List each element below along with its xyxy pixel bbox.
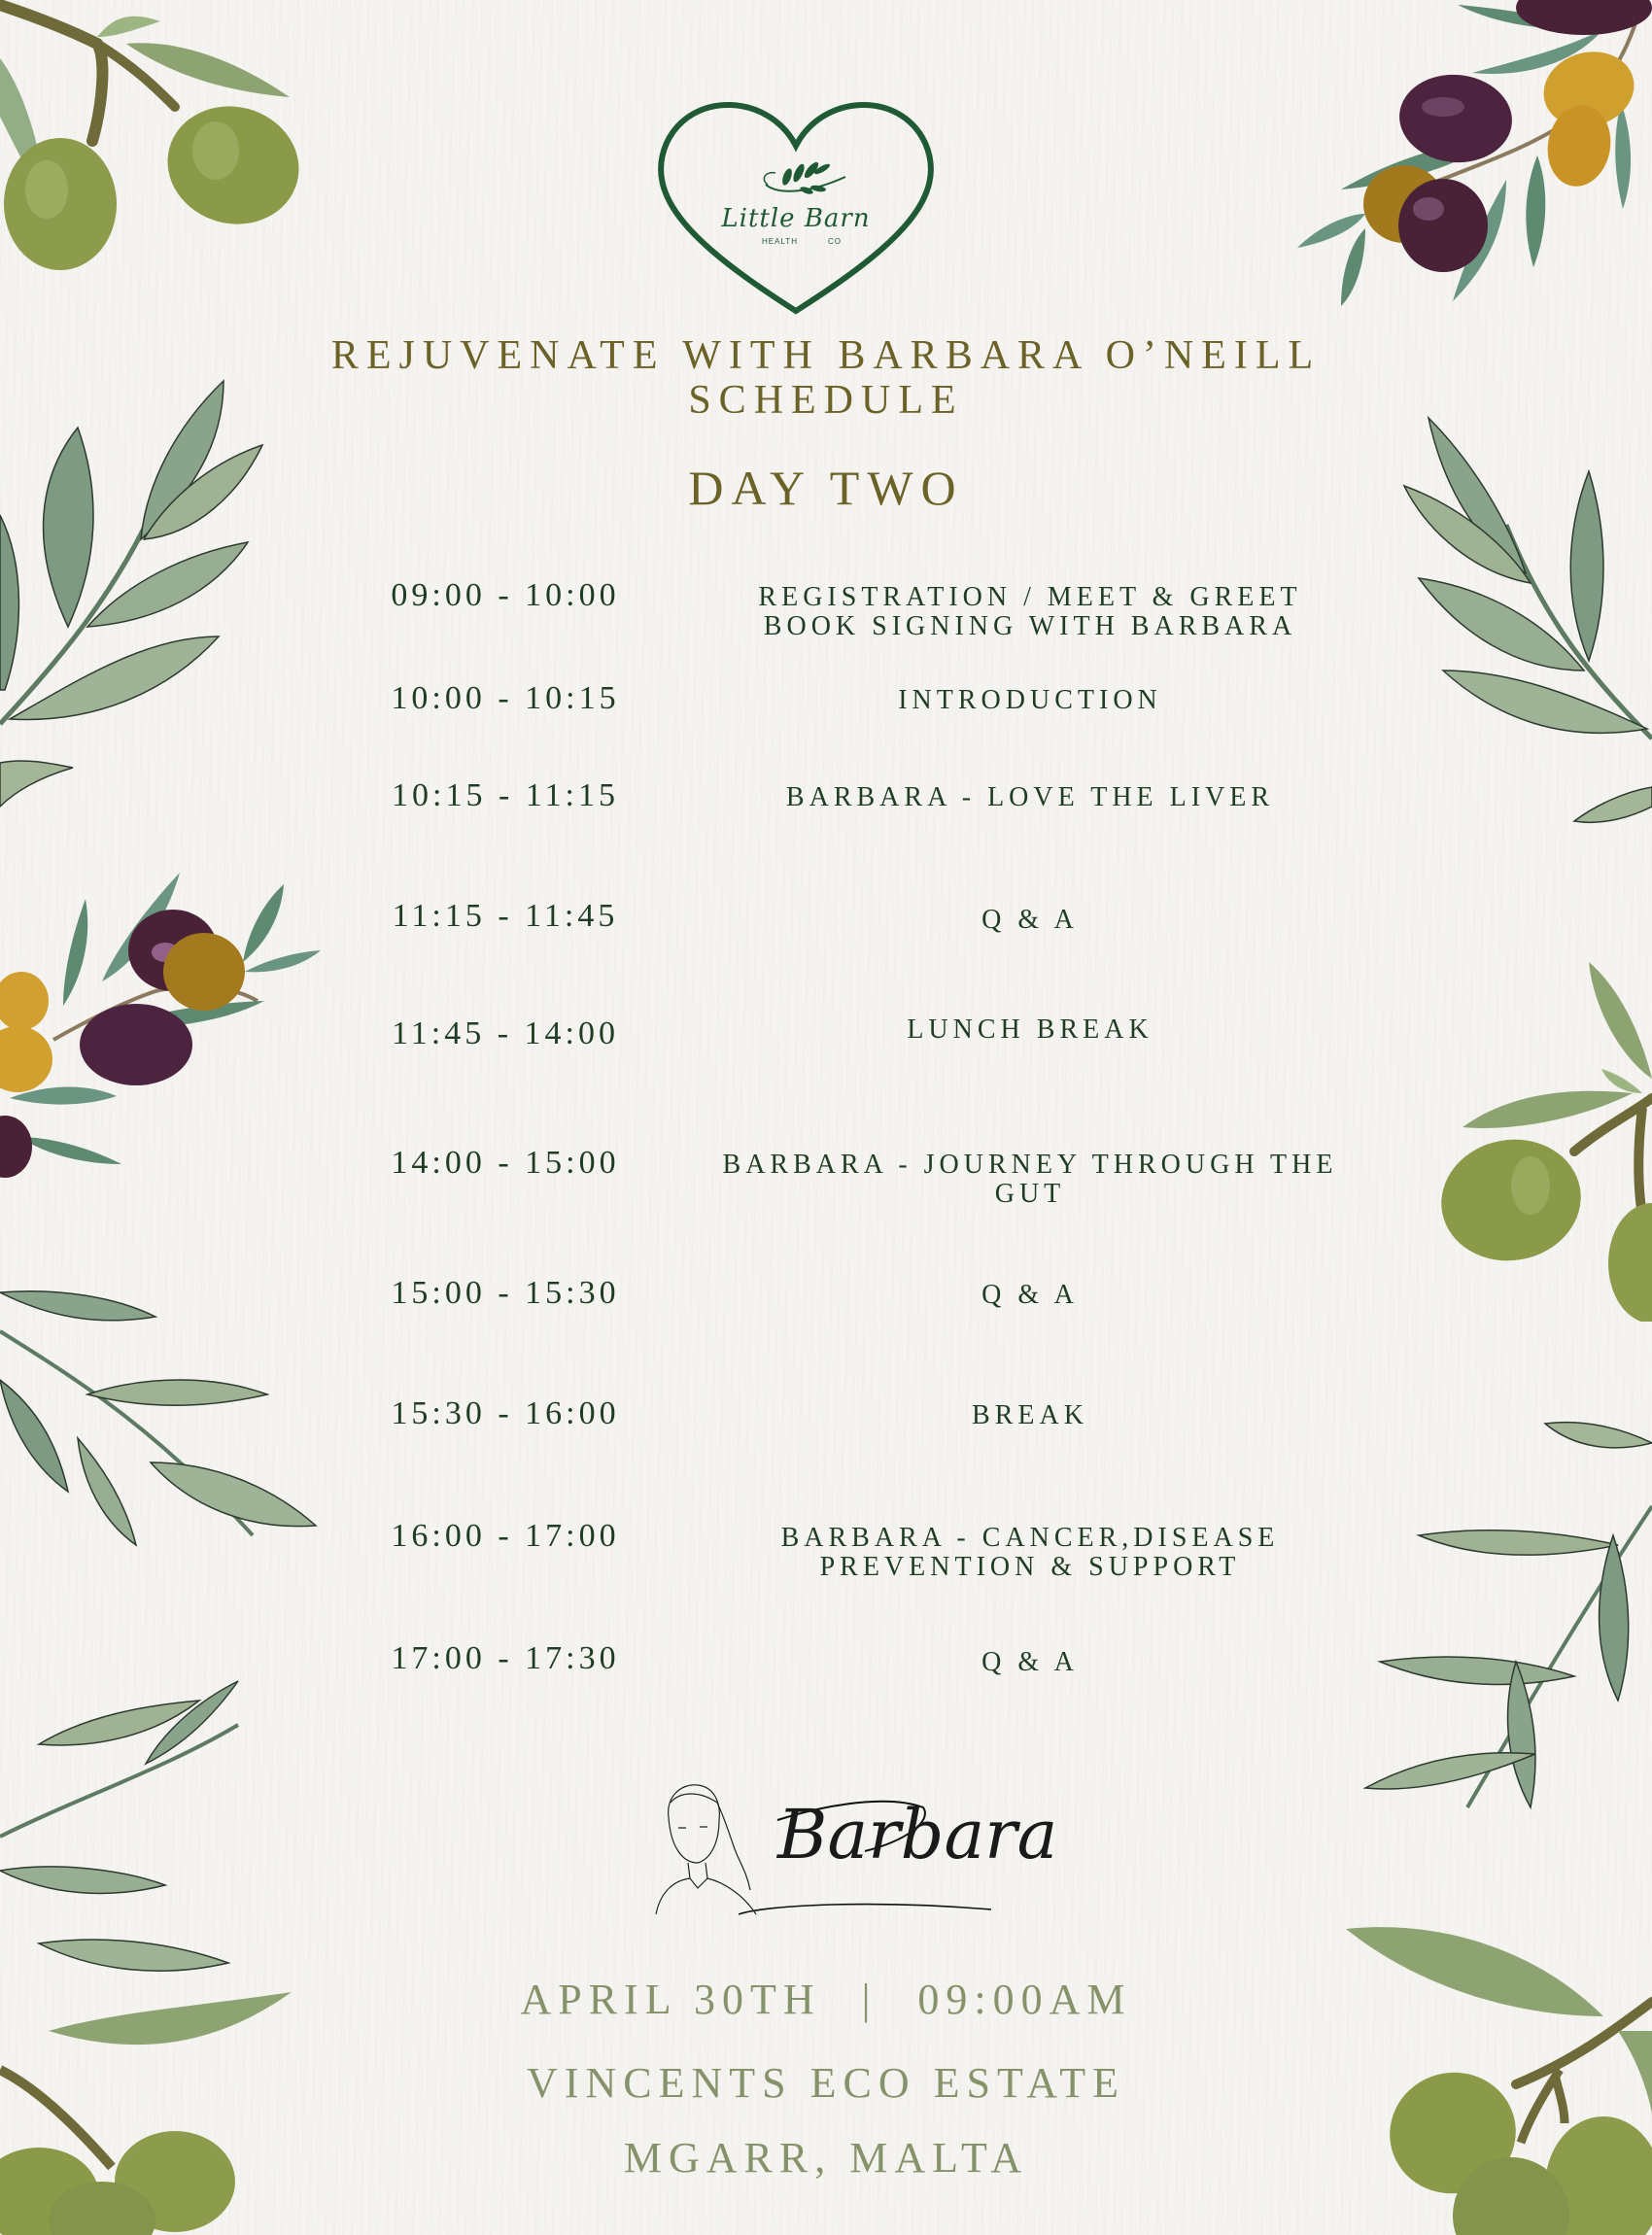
schedule-activity [680,906,1380,935]
activity-line: LUNCH BREAK [907,1014,1153,1045]
activity-line: BREAK [972,1400,1088,1430]
schedule-time: 17:00 - 17:30 [391,1640,620,1676]
day-heading: DAY TWO [688,461,964,515]
date-time-separator: | [861,1976,878,2023]
schedule-activity [680,686,1380,715]
activity-line: BARBARA - CANCER,DISEASE [780,1523,1280,1553]
schedule-time: 15:30 - 16:00 [391,1395,620,1431]
logo-brand-sub-health: HEALTH [762,237,798,246]
event-date: APRIL 30TH [520,1976,821,2023]
schedule-time: 14:00 - 15:00 [391,1145,620,1181]
event-start-time: 09:00AM [917,1976,1132,2023]
activity-line: INTRODUCTION [898,685,1162,715]
olive-branch-top-left-decoration [0,0,321,292]
schedule-time: 11:45 - 14:00 [392,1015,619,1051]
schedule-activity [680,1524,1380,1582]
activity-line: BARBARA - LOVE THE LIVER [785,782,1275,812]
schedule-activity [680,1281,1380,1310]
barbara-signature [632,1773,1058,1919]
activity-line: Q & A [981,1647,1079,1677]
olive-branch-top-right-decoration [1283,0,1652,321]
schedule-activity [680,1151,1380,1209]
signature-name: Barbara [777,1795,1058,1874]
leaf-branch-right-lower-decoration [1360,1419,1652,1885]
schedule-activity [680,783,1380,812]
activity-line: Q & A [981,1280,1079,1310]
schedule-time: 10:00 - 10:15 [391,680,620,716]
olive-branch-left-middle-decoration [0,855,330,1195]
leaf-branch-left-lower-decoration [0,1273,321,1564]
little-barn-health-logo [653,89,939,319]
schedule-activity [680,583,1380,641]
activity-line: BOOK SIGNING WITH BARBARA [763,611,1297,641]
schedule-activity [680,1015,1380,1045]
schedule-time: 09:00 - 10:00 [391,577,620,613]
page-title [0,333,1652,423]
activity-line: GUT [994,1179,1066,1209]
activity-line: BARBARA - JOURNEY THROUGH THE [722,1150,1338,1180]
title-line-1: REJUVENATE WITH BARBARA O’NEILL [330,333,1322,378]
olive-sprig-icon [758,155,855,204]
event-location: MGARR, MALTA [623,2134,1029,2182]
activity-line: REGISTRATION / MEET & GREET [758,582,1302,612]
olive-branch-right-middle-decoration [1341,952,1652,1322]
schedule-time: 16:00 - 17:00 [391,1518,620,1554]
logo-brand-script: Little Barn [721,204,871,233]
event-venue: VINCENTS ECO ESTATE [527,2059,1125,2107]
event-date-time [0,1975,1652,2024]
activity-line: PREVENTION & SUPPORT [819,1552,1241,1582]
schedule-activity [680,1401,1380,1430]
schedule-time: 10:15 - 11:15 [392,777,619,813]
schedule-time: 11:15 - 11:45 [392,898,619,934]
logo-brand-sub-co: CO [828,237,842,246]
activity-line: Q & A [981,905,1079,935]
title-line-2: SCHEDULE [688,378,964,423]
schedule-activity [680,1648,1380,1677]
schedule-time: 15:00 - 15:30 [391,1275,620,1311]
leaf-branch-left-upper-decoration [0,369,272,836]
